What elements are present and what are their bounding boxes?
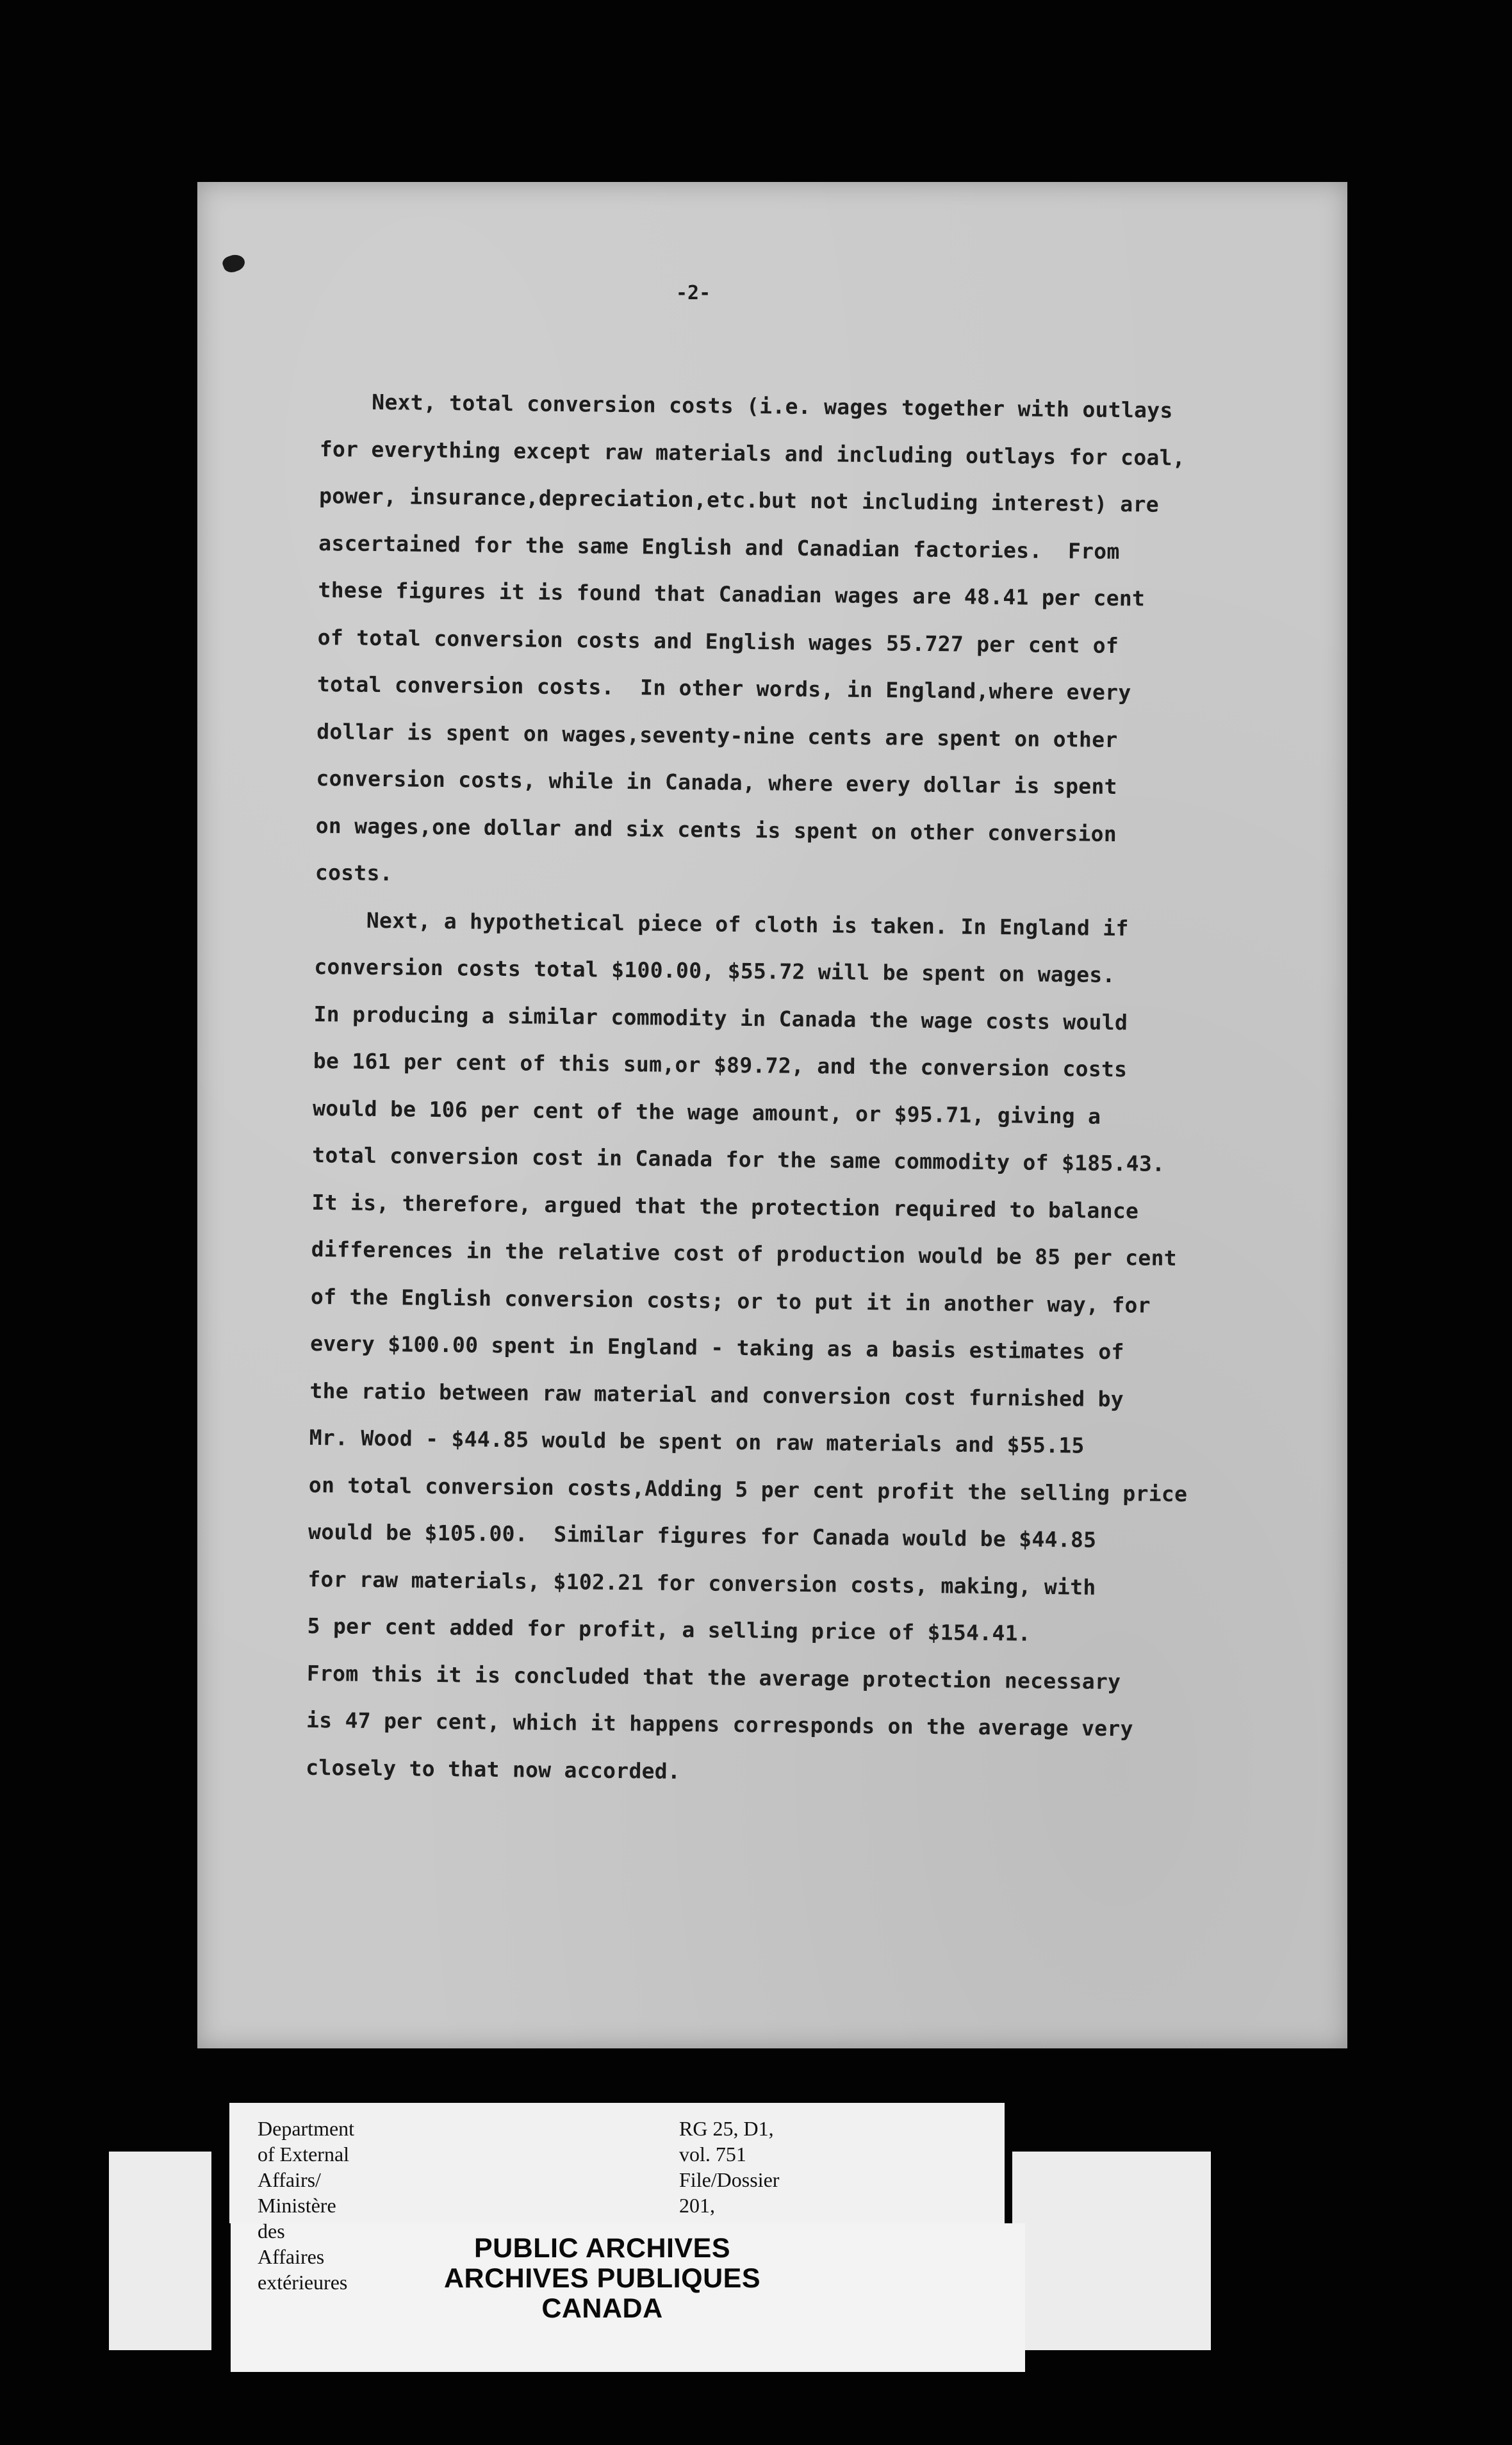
label-left-tab <box>109 2152 211 2350</box>
paragraph <box>306 896 1315 1801</box>
text-line: would be $105.00. Similar figures for Canada would be $44.85 <box>308 1519 1097 1552</box>
text-line: ascertained for the same English and Canadian factories. From <box>318 530 1120 564</box>
file-number: File/Dossier 201, <box>679 2168 780 2217</box>
text-line: From this it is concluded that the average protection necessary <box>306 1660 1121 1694</box>
archives-line-en: PUBLIC ARCHIVES <box>473 2233 731 2264</box>
text-line: In producing a similar commodity in Canada the wage costs would <box>313 1001 1128 1035</box>
text-line: conversion costs, while in Canada, where every dollar is spent <box>316 765 1118 800</box>
text-line: costs. <box>315 859 393 886</box>
text-line: 5 per cent added for profit, a selling price of $154.41. <box>307 1613 1031 1646</box>
text-line: It is, therefore, argued that the protection required to balance <box>311 1189 1139 1223</box>
department-name <box>258 2116 354 2295</box>
text-line: of total conversion costs and English wages 55.727 per cent of <box>317 624 1119 658</box>
document-body <box>306 378 1320 1801</box>
text-line: Mr. Wood - $44.85 would be spent on raw materials and $55.15 <box>309 1424 1085 1458</box>
text-line: the ratio between raw material and conversion cost furnished by <box>309 1378 1124 1412</box>
record-group: RG 25, D1, vol. 751 <box>679 2117 774 2166</box>
department-en: Department of External Affairs/ <box>258 2117 355 2191</box>
archives-line-country: CANADA <box>541 2293 663 2324</box>
text-line: every $100.00 spent in England - taking as a basis estimates of <box>310 1330 1124 1365</box>
text-line: Next, a hypothetical piece of cloth is taken. In England if <box>314 907 1129 941</box>
text-line: of the English conversion costs; or to put it in another way, for <box>310 1283 1151 1318</box>
department-fr: Ministère des Affaires extérieures <box>258 2194 348 2294</box>
archives-line-fr: ARCHIVES PUBLIQUES <box>443 2263 760 2294</box>
text-line: closely to that now accorded. <box>306 1754 681 1784</box>
text-line: be 161 per cent of this sum,or $89.72, and the conversion costs <box>313 1048 1128 1082</box>
text-line: power, insurance,depreciation,etc.but not including interest) are <box>318 482 1160 517</box>
page-number: -2- <box>676 282 711 304</box>
text-line: differences in the relative cost of production would be 85 per cent <box>311 1236 1178 1271</box>
text-line: would be 106 per cent of the wage amount, or $95.71, giving a <box>312 1095 1101 1129</box>
text-line: Next, total conversion costs (i.e. wages together with outlays <box>320 388 1173 423</box>
text-line: conversion costs total $100.00, $55.72 will be spent on wages. <box>314 953 1115 988</box>
text-line: dollar is spent on wages,seventy-nine cents are spent on other <box>316 718 1118 752</box>
text-line: these figures it is found that Canadian wages are 48.41 per cent <box>318 577 1146 611</box>
text-line: on total conversion costs,Adding 5 per cent profit the selling price <box>308 1472 1188 1506</box>
text-line: total conversion costs. In other words, in England,where every <box>316 671 1131 705</box>
label-right-tab <box>1012 2152 1211 2350</box>
text-line: for everything except raw materials and including outlays for coal, <box>319 436 1186 470</box>
paragraph <box>315 378 1320 907</box>
text-line: for raw materials, $102.21 for conversion costs, making, with <box>308 1566 1096 1600</box>
archives-stamp <box>359 2234 846 2324</box>
text-line: total conversion cost in Canada for the same commodity of $185.43. <box>312 1142 1165 1176</box>
text-line: on wages,one dollar and six cents is spent on other conversion <box>315 812 1117 846</box>
text-line: is 47 per cent, which it happens corresponds on the average very <box>306 1707 1133 1741</box>
file-reference <box>679 2116 779 2218</box>
